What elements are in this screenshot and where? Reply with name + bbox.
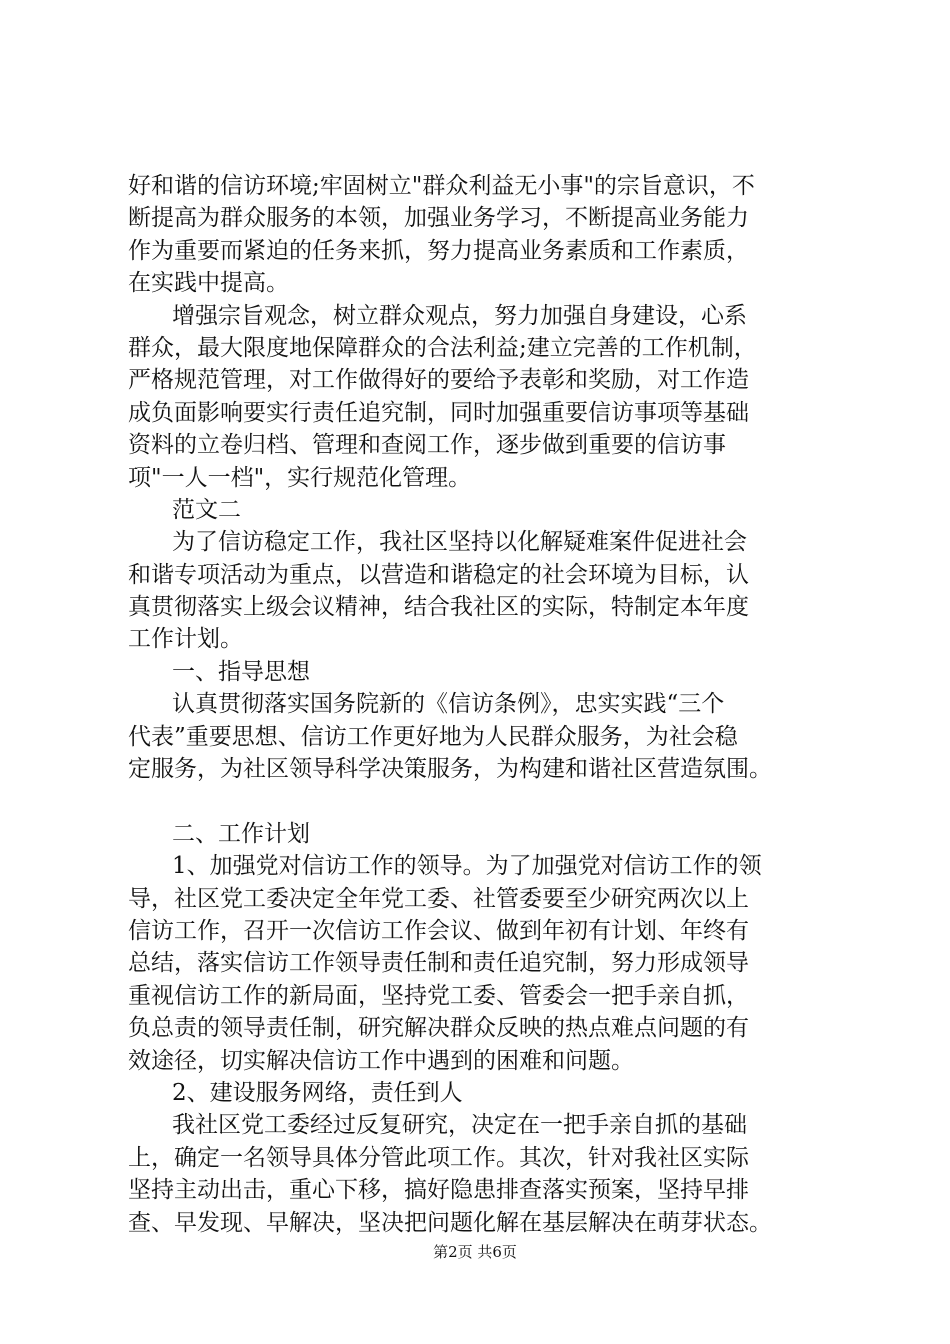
text-line: 坚持主动出击，重心下移，搞好隐患排查落实预案，坚持早排 (128, 1177, 749, 1204)
paragraph-start-line: 增强宗旨观念，树立群众观点，努力加强自身建设，心系 (172, 302, 747, 329)
text-line: 重视信访工作的新局面，坚持党工委、管委会一把手亲自抓， (128, 982, 749, 1009)
text-line: 定服务，为社区领导科学决策服务，为构建和谐社区营造氛围。 (128, 756, 772, 783)
section-heading: 一、指导思想 (172, 658, 310, 685)
text-line: 资料的立卷归档、管理和查阅工作，逐步做到重要的信访事 (128, 432, 726, 459)
text-line: 和谐专项活动为重点，以营造和谐稳定的社会环境为目标，认 (128, 561, 749, 588)
page-number-footer: 第2页 共6页 (433, 1243, 517, 1261)
text-line: 导，社区党工委决定全年党工委、社管委要至少研究两次以上 (128, 885, 749, 912)
text-line: 断提高为群众服务的本领，加强业务学习，不断提高业务能力 (128, 205, 749, 232)
text-line: 代表”重要思想、信访工作更好地为人民群众服务，为社会稳 (128, 723, 738, 750)
text-line: 负总责的领导责任制，研究解决群众反映的热点难点问题的有 (128, 1015, 749, 1042)
subsection-heading: 2、建设服务网络，责任到人 (172, 1079, 463, 1106)
text-line: 项"一人一档"，实行规范化管理。 (128, 464, 472, 491)
paragraph-start-line: 认真贯彻落实国务院新的《信访条例》，忠实实践“三个 (172, 691, 725, 718)
text-line: 查、早发现、早解决，坚决把问题化解在基层解决在萌芽状态。 (128, 1209, 772, 1236)
text-line: 真贯彻落实上级会议精神，结合我社区的实际，特制定本年度 (128, 594, 749, 621)
text-line: 上，确定一名领导具体分管此项工作。其次，针对我社区实际 (128, 1144, 749, 1171)
paragraph-start-line: 为了信访稳定工作，我社区坚持以化解疑难案件促进社会 (172, 529, 747, 556)
section-heading: 范文二 (172, 496, 241, 523)
paragraph-start-line: 我社区党工委经过反复研究，决定在一把手亲自抓的基础 (172, 1112, 747, 1139)
text-line: 在实践中提高。 (128, 270, 289, 297)
text-line: 严格规范管理，对工作做得好的要给予表彰和奖励，对工作造 (128, 367, 749, 394)
text-line: 成负面影响要实行责任追究制，同时加强重要信访事项等基础 (128, 399, 749, 426)
text-line: 总结，落实信访工作领导责任制和责任追究制，努力形成领导 (128, 950, 749, 977)
text-line: 作为重要而紧迫的任务来抓，努力提高业务素质和工作素质， (128, 237, 749, 264)
document-body (128, 170, 828, 1239)
blank-line (128, 785, 828, 817)
text-line: 工作计划。 (128, 626, 243, 653)
text-line: 好和谐的信访环境;牢固树立"群众利益无小事"的宗旨意识，不 (128, 173, 755, 199)
text-line: 效途径，切实解决信访工作中遇到的困难和问题。 (128, 1047, 634, 1074)
text-line: 群众，最大限度地保障群众的合法利益;建立完善的工作机制， (128, 334, 757, 361)
section-heading: 二、工作计划 (172, 820, 310, 847)
paragraph-start-line: 1、加强党对信访工作的领导。为了加强党对信访工作的领 (172, 853, 762, 880)
text-line: 信访工作，召开一次信访工作会议、做到年初有计划、年终有 (128, 917, 749, 944)
